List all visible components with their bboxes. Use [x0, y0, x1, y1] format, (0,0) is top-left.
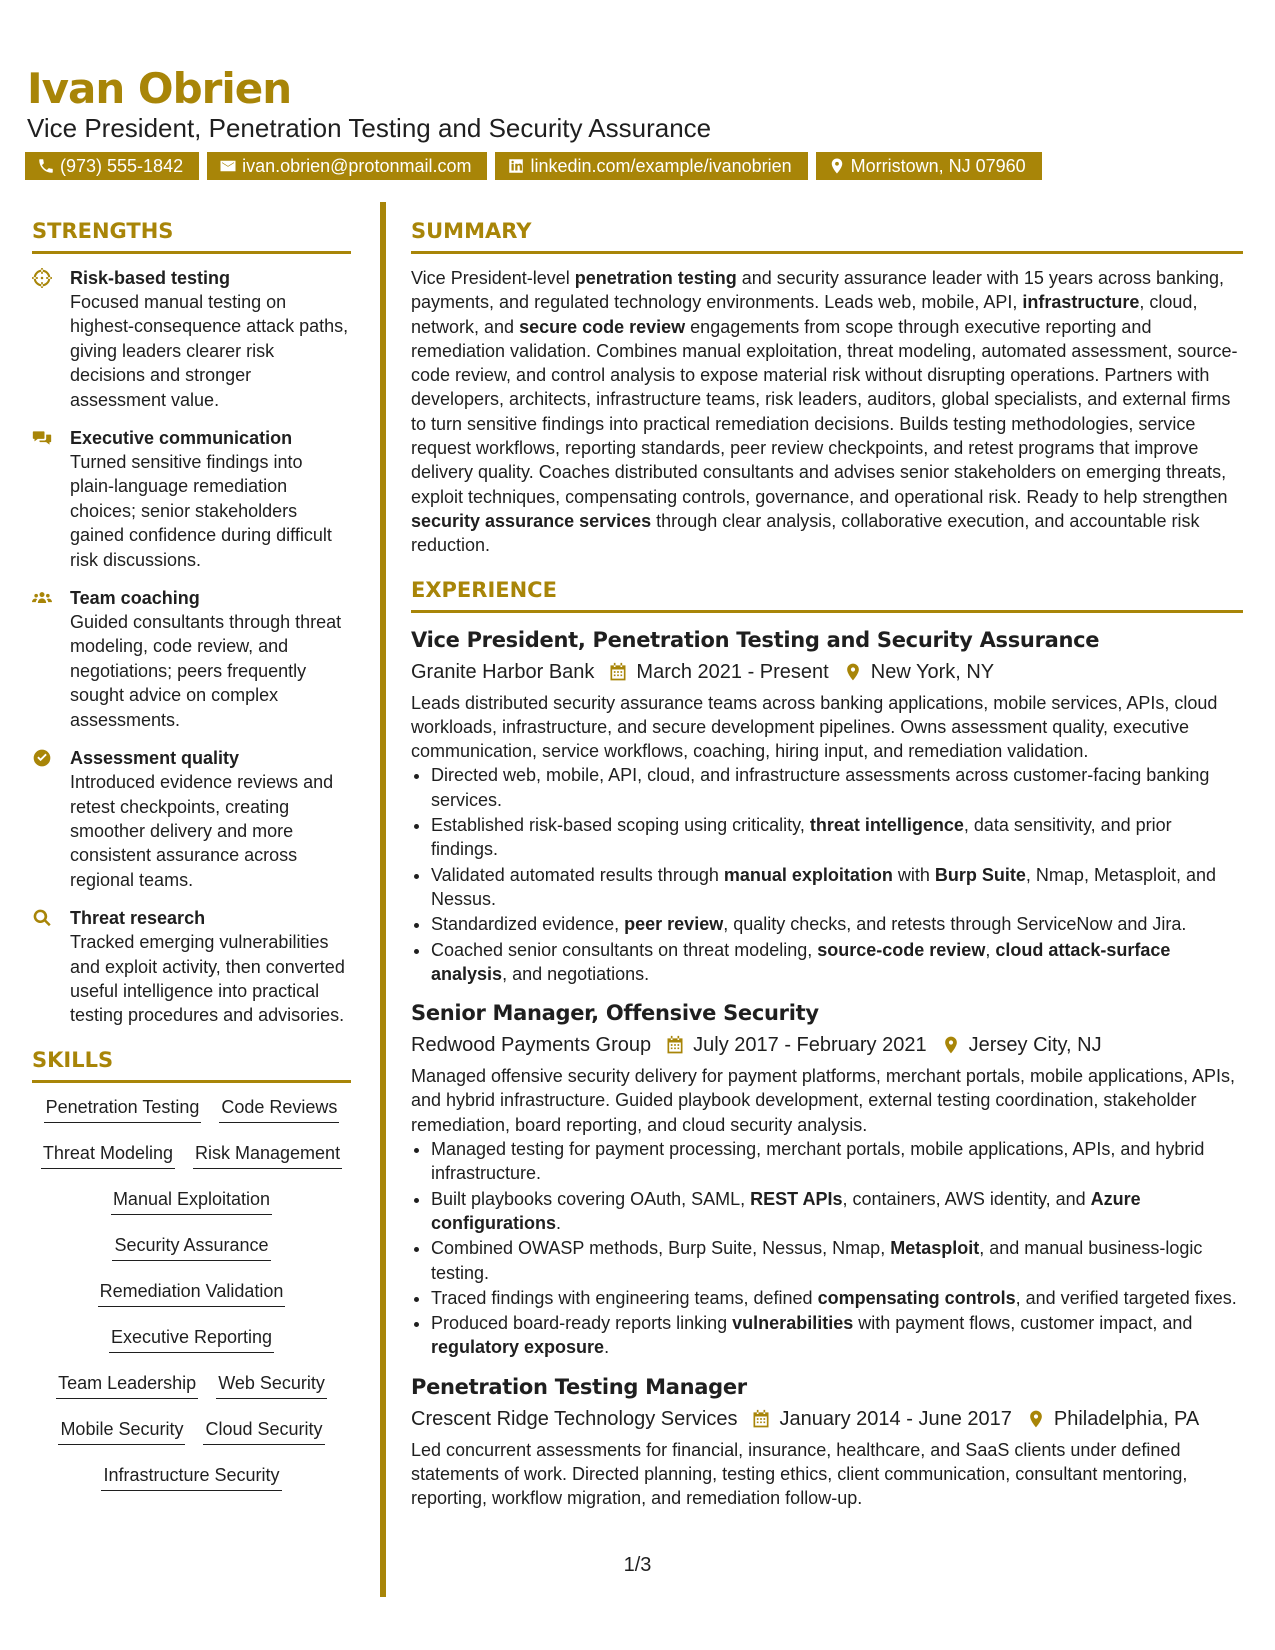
job-bullet: • Traced findings with engineering teams, defined compensating controls, and verified targeted fixes. — [431, 1286, 1243, 1310]
check-circle-icon — [32, 748, 52, 768]
skill-tag: Cloud Security — [203, 1417, 324, 1445]
contact-bar — [25, 152, 1042, 180]
strength-item — [32, 746, 351, 892]
envelope-icon — [219, 157, 237, 175]
strength-desc: Introduced evidence reviews and retest checkpoints, creating smoother delivery and more consistent assurance across regional teams. — [70, 772, 334, 890]
job-description: Led concurrent assessments for financial, insurance, healthcare, and SaaS clients under defined statements of work. Directed planning, testing ethics, client communication, consultant mentoring, reporting, workflow migration, and remediation follow-up. — [411, 1439, 1188, 1509]
job-meta — [411, 1404, 1243, 1434]
phone-icon — [37, 157, 55, 175]
job-bullet: • Produced board-ready reports linking vulnerabilities with payment flows, customer impact, and regulatory exposure. — [431, 1311, 1243, 1360]
skill-tag: Mobile Security — [58, 1417, 185, 1445]
job-dates: March 2021 - Present — [636, 660, 829, 683]
location-pin-icon — [941, 1035, 961, 1055]
job-description: Leads distributed security assurance teams across banking applications, mobile services, APIs, cloud workloads, infrastructure, and secure development pipelines. Owns assessment quality, executive communication, service workflows, coaching, hiring input, and remediation validation. — [411, 692, 1218, 762]
job-entry — [411, 625, 1243, 987]
job-title: Penetration Testing Manager — [411, 1374, 747, 1399]
strength-item — [32, 586, 351, 732]
strength-title: Threat research — [70, 908, 206, 929]
page-number: 1/3 — [623, 1554, 652, 1576]
column-divider — [380, 202, 386, 1597]
contact-linkedin[interactable] — [495, 152, 807, 180]
job-meta — [411, 657, 1243, 687]
job-bullet: • Standardized evidence, peer review, quality checks, and retests through ServiceNow and Jira. — [431, 912, 1243, 936]
location-pin-icon — [843, 662, 863, 682]
strength-title: Assessment quality — [70, 748, 240, 769]
job-company: Granite Harbor Bank — [411, 660, 595, 683]
job-dates: January 2014 - June 2017 — [779, 1407, 1012, 1430]
calendar-icon — [665, 1035, 685, 1055]
chat-bubbles-icon — [32, 428, 52, 448]
job-bullet: • Built playbooks covering OAuth, SAML, REST APIs, containers, AWS identity, and Azure configurations. — [431, 1187, 1243, 1236]
strengths-list — [32, 266, 351, 1028]
contact-phone-text: (973) 555-1842 — [60, 156, 184, 176]
strengths-heading: STRENGTHS — [32, 217, 351, 254]
contact-email[interactable] — [207, 152, 487, 180]
contact-phone[interactable] — [25, 152, 199, 180]
skill-tag: Threat Modeling — [41, 1141, 175, 1169]
job-bullet: • Established risk-based scoping using criticality, threat intelligence, data sensitivity, and prior findings. — [431, 813, 1243, 862]
summary-heading: SUMMARY — [411, 217, 1243, 254]
strength-item — [32, 266, 351, 412]
strength-desc: Turned sensitive findings into plain-language remediation choices; senior stakeholders gained confidence during difficult risk discussions. — [70, 452, 332, 570]
contact-linkedin-text: linkedin.com/example/ivanobrien — [530, 156, 792, 176]
job-entry — [411, 1372, 1243, 1511]
crosshair-icon — [32, 268, 52, 288]
job-bullet: • Coached senior consultants on threat modeling, source-code review, cloud attack-surface analysis, and negotiations. — [431, 938, 1243, 987]
job-location: New York, NY — [870, 660, 995, 683]
skill-tag: Manual Exploitation — [111, 1187, 272, 1215]
right-column — [411, 217, 1243, 1511]
job-bullets — [411, 763, 1243, 986]
left-column — [32, 217, 351, 1509]
strength-title: Risk-based testing — [70, 268, 231, 288]
job-bullet: • Combined OWASP methods, Burp Suite, Nessus, Nmap, Metasploit, and manual business-logic testing. — [431, 1236, 1243, 1285]
job-location: Jersey City, NJ — [968, 1034, 1102, 1057]
job-description: Managed offensive security delivery for payment platforms, merchant portals, mobile applications, APIs, and hybrid infrastructure. Guided playbook development, external testing coordination, stakeholder remediation, board reporting, and cloud security analysis. — [411, 1066, 1236, 1135]
skill-tag: Team Leadership — [56, 1371, 198, 1399]
strength-item — [32, 426, 351, 572]
skill-tag: Remediation Validation — [98, 1279, 286, 1307]
job-bullet: • Managed testing for payment processing, merchant portals, mobile applications, APIs, and hybrid infrastructure. — [431, 1137, 1243, 1186]
skills-heading: SKILLS — [32, 1046, 351, 1083]
search-icon — [32, 908, 52, 928]
strength-title: Team coaching — [70, 588, 200, 609]
job-dates: July 2017 - February 2021 — [693, 1034, 927, 1057]
calendar-icon — [751, 1409, 771, 1429]
strength-desc: Tracked emerging vulnerabilities and exploit activity, then converted useful intelligence into practical testing procedures and advisories. — [70, 932, 345, 1026]
skill-tag: Security Assurance — [112, 1233, 270, 1261]
job-title: Vice President, Penetration Testing and Security Assurance — [411, 627, 1100, 652]
job-meta — [411, 1030, 1243, 1060]
job-bullet: • Directed web, mobile, API, cloud, and infrastructure assessments across customer-facing banking services. — [431, 763, 1243, 812]
skill-tag: Executive Reporting — [109, 1325, 274, 1353]
job-company: Redwood Payments Group — [411, 1034, 652, 1057]
skill-tag: Penetration Testing — [44, 1095, 202, 1123]
linkedin-icon — [507, 157, 525, 175]
contact-email-text: ivan.obrien@protonmail.com — [242, 156, 472, 176]
job-company: Crescent Ridge Technology Services — [411, 1407, 738, 1430]
skill-tag: Code Reviews — [219, 1095, 339, 1123]
strength-item — [32, 906, 351, 1028]
calendar-icon — [608, 662, 628, 682]
job-entry — [411, 998, 1243, 1360]
location-pin-icon — [1026, 1409, 1046, 1429]
job-title: Senior Manager, Offensive Security — [411, 1001, 819, 1026]
summary-text: Vice President-level penetration testing and security assurance leader with 15 years across banking, payments, and regulated technology environments. Leads web, mobile, API, infrastructure, cloud, network, and secure code review engagements from scope through executive reporting and remediation validation. Combines manual exploitation, threat modeling, automated assessment, source-code review, and control analysis to expose material risk without disrupting operations. Partners with developers, architects, infrastructure teams, risk leaders, auditors, global specialists, and external firms to turn sensitive findings into practical remediation decisions. Builds testing methodologies, service request workflows, reporting standards, peer review checkpoints, and retest programs that improve delivery quality. Coaches distributed consultants and advises senior stakeholders on emerging threats, exploit techniques, compensating controls, governance, and operational risk. Ready to help strengthen security assurance services through clear analysis, collaborative execution, and accountable risk reduction. — [411, 268, 1238, 556]
experience-heading: EXPERIENCE — [411, 576, 1243, 613]
strength-desc: Guided consultants through threat modeling, code review, and negotiations; peers frequently sought advice on complex assessments. — [70, 612, 342, 730]
candidate-name: Ivan Obrien — [27, 64, 292, 113]
job-bullets — [411, 1137, 1243, 1360]
location-pin-icon — [828, 157, 846, 175]
job-location: Philadelphia, PA — [1053, 1407, 1200, 1430]
candidate-headline: Vice President, Penetration Testing and Security Assurance — [27, 113, 712, 143]
skill-tag: Infrastructure Security — [101, 1463, 281, 1491]
contact-location[interactable] — [816, 152, 1042, 180]
strength-desc: Focused manual testing on highest-consequence attack paths, giving leaders clearer risk decisions and stronger assessment value. — [70, 292, 349, 410]
job-bullet: • Validated automated results through manual exploitation with Burp Suite, Nmap, Metasploit, and Nessus. — [431, 863, 1243, 912]
skill-tag: Risk Management — [193, 1141, 342, 1169]
users-icon — [32, 588, 52, 608]
skill-tag: Web Security — [216, 1371, 327, 1399]
contact-location-text: Morristown, NJ 07960 — [850, 156, 1026, 176]
strength-title: Executive communication — [70, 428, 293, 449]
skills-list — [32, 1095, 351, 1509]
